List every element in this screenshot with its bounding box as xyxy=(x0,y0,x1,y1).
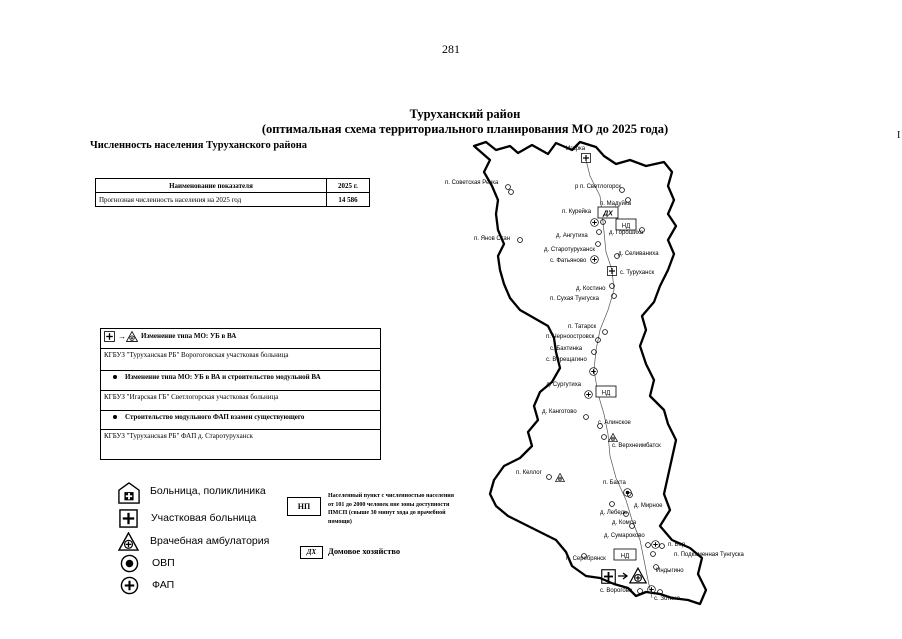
place-label-vereshchagino: с. Верещагино xyxy=(546,357,587,363)
place-label-alinskoe: с. Алинское xyxy=(598,420,631,426)
place-label-sovetskaya-rechka: п. Советская Речка xyxy=(445,180,499,186)
place-label-kostino: д. Костино xyxy=(576,286,606,292)
ambulatory-marker xyxy=(556,473,565,481)
place-label-selivanikha: д. Селиваниха xyxy=(618,251,659,257)
settlement-marker xyxy=(660,544,665,549)
changes-row-1-label: Изменение типа МО: УБ в ВА xyxy=(141,332,237,341)
place-label-bakhta: п. Бахта xyxy=(603,480,626,486)
ambulatory-vorogovo xyxy=(630,568,646,583)
page-subtitle: (оптимальная схема территориального планирования МО до 2025 года) xyxy=(261,122,669,136)
place-label-fatyanovo: с. Фатьяново xyxy=(550,258,587,264)
settlement-tag-label: НД xyxy=(620,553,630,560)
page-number: 281 xyxy=(442,42,460,56)
place-label-igarka: Игарка xyxy=(566,146,586,152)
map-tags xyxy=(596,207,636,560)
place-label-komsa: д. Комса xyxy=(612,520,637,526)
place-label-tatarsk: п. Татарск xyxy=(568,324,597,330)
household-legend-text: Домовое хозяйство xyxy=(328,546,401,556)
place-label-staroturukhansk: д. Старотуруханск xyxy=(544,247,595,253)
settlement-marker xyxy=(584,415,589,420)
changes-row-5-label: Строительство модульного ФАП взамен существующего xyxy=(125,413,305,421)
place-label-turukhansk: с. Туруханск xyxy=(620,270,655,276)
place-label-sukhaya-tunguska: п. Сухая Тунгуска xyxy=(550,296,599,302)
fap-marker xyxy=(585,391,593,399)
place-label-sumarokovo: д. Сумароково xyxy=(604,533,645,539)
fap-marker xyxy=(591,256,599,264)
district-hospital-turukhansk xyxy=(608,267,617,276)
legend-ambulatory-label: Врачебная амбулатория xyxy=(150,535,270,547)
changes-row-2: КГБУЗ "Туруханская РБ" Ворогоговская участковая больница xyxy=(101,349,380,371)
place-label-vorogovo: с. Ворогово xyxy=(600,588,633,594)
place-label-bakhtinka: с. Бахтинка xyxy=(550,346,583,352)
settlement-marker xyxy=(597,230,602,235)
ambulatory-marker xyxy=(609,433,618,441)
place-label-kellog: п. Келлог xyxy=(516,470,542,476)
table-header-indicator: Наименование показателя xyxy=(96,179,327,193)
settlement-legend-box: НП xyxy=(287,497,321,516)
place-label-angutikha: д. Ангутиха xyxy=(556,233,588,239)
place-label-gorosikha: д. Горошиха xyxy=(609,230,644,236)
place-label-podkamennaya-tunguska: п. Подкаменная Тунгуска xyxy=(674,552,744,558)
place-label-insarovo: Индыгино xyxy=(656,568,684,574)
legend-ovp-label: ОВП xyxy=(152,557,175,569)
table-cell-indicator: Прогнозная численность населения на 2025 год xyxy=(96,193,327,207)
settlement-marker xyxy=(596,242,601,247)
table-header-year: 2025 г. xyxy=(327,179,370,193)
settlement-marker xyxy=(506,185,511,190)
page-title: Туруханский район xyxy=(409,107,521,121)
place-label-serebryansk: п. Серебрянск xyxy=(566,556,606,562)
settlement-marker xyxy=(509,190,514,195)
changes-row-4: КГБУЗ "Игарская ГБ" Светлогорская участковая больница xyxy=(101,391,380,411)
fap-marker xyxy=(590,368,598,376)
changes-row-6: КГБУЗ "Туруханская РБ" ФАП д. Старотуруханск xyxy=(104,432,253,440)
fap-marker xyxy=(591,219,599,227)
settlement-marker xyxy=(651,552,656,557)
arrow-icon xyxy=(618,573,627,579)
settlement-marker xyxy=(602,435,607,440)
place-label-yanov-stan: п. Янов Стан xyxy=(474,236,511,242)
legend-fap-label: ФАП xyxy=(152,579,175,591)
edge-mark: I xyxy=(897,130,901,141)
place-label-kureika: п. Курейка xyxy=(562,209,592,215)
changes-row-1: → Изменение типа МО: УБ в ВА xyxy=(101,329,380,349)
place-label-kangotovo: д. Канготово xyxy=(542,409,577,415)
place-label-lebed: д. Лебедь xyxy=(600,510,628,516)
settlement-marker xyxy=(638,589,643,594)
settlement-legend-text: Населенный пункт с численностью населения от 101 до 2000 человек вне зоны доступности ПМСП (свыше 30 минут хода до врачебной помощи) xyxy=(328,493,454,525)
markers xyxy=(506,154,665,595)
settlement-marker xyxy=(603,330,608,335)
place-label-chernoostrovsk: п. Черноостровск xyxy=(546,334,595,340)
settlement-marker xyxy=(646,543,651,548)
settlement-tag-label: НД xyxy=(621,223,631,230)
place-label-surgutikha: д. Сургутиха xyxy=(546,382,581,388)
settlement-marker xyxy=(547,475,552,480)
household-tag-label: ДХ xyxy=(603,210,613,218)
place-label-maduika: п. Мадуйка xyxy=(600,201,631,207)
place-label-verkhneimbatsk: с. Верхнеимбатск xyxy=(612,443,661,449)
population-heading: Численность населения Туруханского района xyxy=(90,140,308,151)
place-label-mirnoe: д. Мирное xyxy=(634,503,663,509)
household-legend-box: ДХ xyxy=(300,546,323,559)
settlement-marker xyxy=(610,502,615,507)
settlement-marker xyxy=(518,238,523,243)
settlement-tag-label: НД xyxy=(601,390,611,397)
place-label-svetlogorsk: р п. Светлогорск xyxy=(575,184,622,190)
legend-hospital-label: Больница, поликлиника xyxy=(150,485,266,497)
legend-district-hospital-label: Участковая больница xyxy=(151,512,257,524)
changes-row-3-label: Изменение типа МО: УБ в ВА и строительство модульной ВА xyxy=(125,373,321,381)
fap-marker xyxy=(652,541,660,549)
place-label-bor: п. Бор xyxy=(668,542,686,548)
table-cell-value: 14 586 xyxy=(327,193,370,207)
place-label-zotino: с. Зотино xyxy=(654,596,680,602)
